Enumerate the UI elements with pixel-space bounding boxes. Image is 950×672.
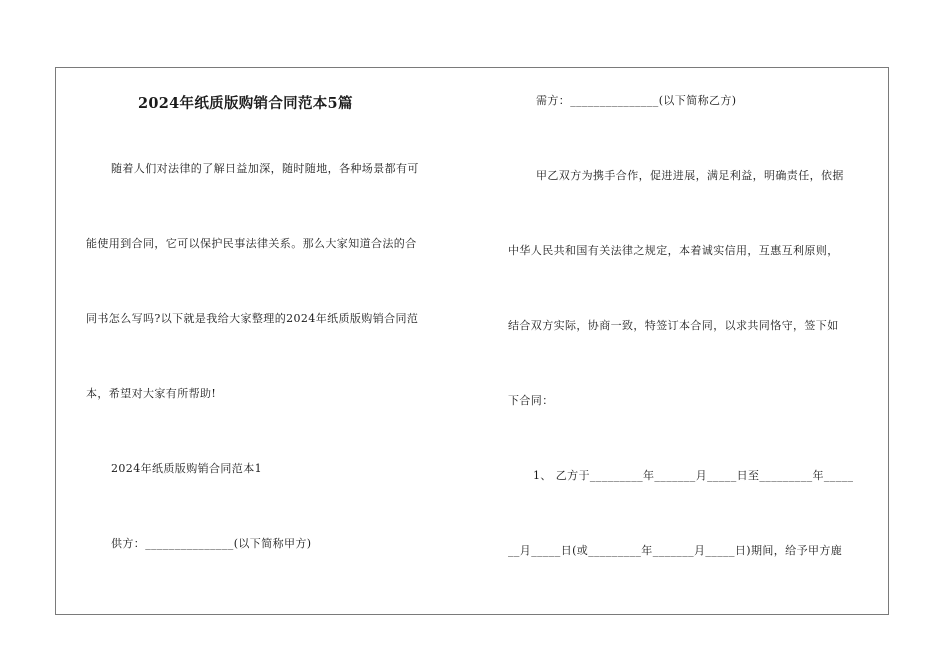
left-paragraph-line-1: 随着人们对法律的了解日益加深，随时随地，各种场景都有可 — [111, 162, 419, 175]
right-paragraph-line-4: 下合同： — [508, 394, 554, 407]
left-paragraph-line-4: 本，希望对大家有所帮助! — [86, 387, 217, 400]
document-frame — [55, 67, 889, 615]
document-title: 2024年纸质版购销合同范本5篇 — [138, 95, 353, 112]
clause-1-line-2: __月_____日(或_________年_______月_____日)期间，给予甲方鹿 — [508, 544, 843, 557]
left-paragraph-line-2: 能使用到合同，它可以保护民事法律关系。那么大家知道合法的合 — [86, 237, 417, 250]
buyer-party-line: 需方：_______________(以下简称乙方) — [536, 94, 737, 107]
left-paragraph-line-3: 同书怎么写吗?以下就是我给大家整理的2024年纸质版购销合同范 — [86, 312, 419, 325]
right-paragraph-line-1: 甲乙双方为携手合作，促进进展，满足利益，明确责任，依据 — [536, 169, 844, 182]
section-heading-contract-1: 2024年纸质版购销合同范本1 — [111, 462, 262, 475]
supplier-party-line: 供方：_______________(以下简称甲方) — [111, 537, 312, 550]
right-paragraph-line-3: 结合双方实际，协商一致，特签订本合同，以求共同恪守，签下如 — [508, 319, 839, 332]
clause-1-line-1: 1、 乙方于_________年_______月_____日至_________年_____ — [533, 469, 854, 482]
right-paragraph-line-2: 中华人民共和国有关法律之规定，本着诚实信用，互惠互利原则， — [508, 244, 839, 257]
